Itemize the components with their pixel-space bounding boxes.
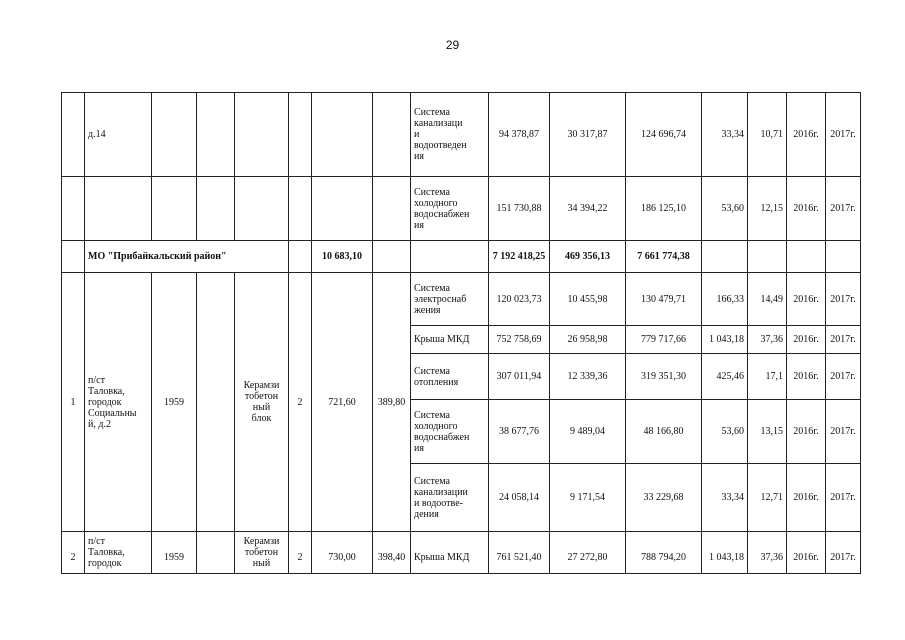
value-cell: 779 717,66 [626,326,702,354]
text-line: Система [414,107,450,118]
empty-cell [312,177,373,241]
value-cell: 24 058,14 [489,464,550,532]
empty-cell [197,93,235,177]
text-line: Крыша МКД [414,334,470,345]
text-line: жения [414,304,441,316]
value-cell: 33,34 [702,464,748,532]
text-line: й, д.2 [88,418,111,430]
text-line: водоотведен [414,140,467,151]
text-line: электроснаб [414,293,467,305]
year-cell: 1959 [152,273,197,532]
material-cell [235,532,289,574]
value-cell: 761 521,40 [489,532,550,574]
value-cell: 17,1 [748,354,787,400]
living-area-cell: 398,40 [373,532,411,574]
value-cell: 10 455,98 [550,273,626,326]
year-start-cell: 2016г. [787,400,826,464]
year-start-cell: 2016г. [787,326,826,354]
year-start-cell: 2016г. [787,354,826,400]
year-end-cell: 2017г. [826,93,861,177]
text-line: Система [414,475,450,487]
value-cell: 425,46 [702,354,748,400]
floors-cell: 2 [289,532,312,574]
value-cell: 14,49 [748,273,787,326]
text-line: канализаци [414,118,463,129]
text-line: холодного [414,420,458,432]
value-cell: 151 730,88 [489,177,550,241]
table-row [62,93,861,177]
value-cell: 37,36 [748,532,787,574]
area-cell: 721,60 [312,273,373,532]
text-line: городок [88,558,122,569]
value-cell: 130 479,71 [626,273,702,326]
year-start-cell: 2016г. [787,273,826,326]
value-cell: 34 394,22 [550,177,626,241]
text-line: отопления [414,376,459,388]
value-cell: 10,71 [748,93,787,177]
system-name-cell [411,93,489,177]
value-cell: 788 794,20 [626,532,702,574]
area-cell [312,93,373,177]
empty-cell [787,241,826,273]
table-row [62,177,861,241]
address-cell [85,273,152,532]
year-cell [152,93,197,177]
value-cell: 9 489,04 [550,400,626,464]
value-cell: 1 043,18 [702,532,748,574]
empty-cell [748,241,787,273]
text-line: Таловка, [88,547,125,558]
system-name-cell [411,354,489,400]
empty-cell [152,177,197,241]
living-area-cell: 389,80 [373,273,411,532]
empty-cell [197,273,235,532]
system-name-cell [411,273,489,326]
text-line: дения [414,508,439,520]
value-cell: 1 043,18 [702,326,748,354]
value-cell: 53,60 [702,177,748,241]
text-line: тобетон [244,547,279,558]
text-line: и [414,129,420,140]
year-end-cell: 2017г. [826,326,861,354]
text-line: ный [252,558,271,569]
year-start-cell: 2016г. [787,177,826,241]
empty-cell [62,241,85,273]
value-cell: 48 166,80 [626,400,702,464]
district-area: 10 683,10 [312,241,373,273]
year-end-cell: 2017г. [826,177,861,241]
material-cell [235,93,289,177]
text-line: п/ст [88,536,105,547]
text-line: канализации [414,486,468,498]
value-cell: 94 378,87 [489,93,550,177]
district-total-row [62,241,861,273]
empty-cell [702,241,748,273]
table-row [62,273,861,326]
year-start-cell: 2016г. [787,93,826,177]
text-line: Керамзи [243,536,280,547]
value-cell: 186 125,10 [626,177,702,241]
empty-cell [373,241,411,273]
floors-cell [289,93,312,177]
empty-cell [289,241,312,273]
text-line: и водоотве- [414,497,463,509]
text-line: ия [414,219,424,231]
capital-repair-table [61,92,861,574]
value-cell: 120 023,73 [489,273,550,326]
text-line: тобетон [244,391,279,402]
text-line: ия [414,151,424,162]
value-cell: 307 011,94 [489,354,550,400]
text-line: водоснабжен [414,431,470,443]
material-cell [235,273,289,532]
text-line: Таловка, [88,385,125,397]
row-number-cell: 2 [62,532,85,574]
text-line: Система [414,365,450,377]
text-line: водоснабжен [414,208,470,220]
empty-cell [826,241,861,273]
district-name: МО "Прибайкальский район" [85,241,289,273]
value-cell: 33 229,68 [626,464,702,532]
value-cell: 26 958,98 [550,326,626,354]
text-line: Керамзи [243,380,280,391]
empty-cell [197,177,235,241]
area-cell: 730,00 [312,532,373,574]
empty-cell [85,177,152,241]
text-line: Система [414,186,450,198]
empty-cell [411,241,489,273]
value-cell: 13,15 [748,400,787,464]
district-total-v2: 469 356,13 [550,241,626,273]
value-cell: 12 339,36 [550,354,626,400]
value-cell: 37,36 [748,326,787,354]
value-cell: 319 351,30 [626,354,702,400]
system-name-cell [411,326,489,354]
value-cell: 33,34 [702,93,748,177]
value-cell: 27 272,80 [550,532,626,574]
text-line: блок [251,413,272,424]
table-row [62,532,861,574]
year-end-cell: 2017г. [826,273,861,326]
system-name-cell [411,464,489,532]
year-end-cell: 2017г. [826,354,861,400]
value-cell: 9 171,54 [550,464,626,532]
row-number-cell: 1 [62,273,85,532]
year-end-cell: 2017г. [826,464,861,532]
value-cell: 38 677,76 [489,400,550,464]
system-name-cell [411,177,489,241]
value-cell: 53,60 [702,400,748,464]
row-number-cell [62,93,85,177]
system-name-cell [411,400,489,464]
page-number: 29 [445,38,460,52]
value-cell: 12,15 [748,177,787,241]
year-start-cell: 2016г. [787,464,826,532]
value-cell: 124 696,74 [626,93,702,177]
text-line: Система [414,282,450,294]
value-cell: 752 758,69 [489,326,550,354]
empty-cell [62,177,85,241]
text-line: п/ст [88,374,105,386]
empty-cell [197,532,235,574]
text-line: Система [414,409,450,421]
address-cell [85,532,152,574]
text-line: ия [414,442,424,454]
year-end-cell: 2017г. [826,532,861,574]
living-area-cell [373,93,411,177]
text-line: ный [252,402,271,413]
text-line: Социальны [88,407,137,419]
value-cell: 12,71 [748,464,787,532]
empty-cell [373,177,411,241]
value-cell: 30 317,87 [550,93,626,177]
district-total-v1: 7 192 418,25 [489,241,550,273]
text-line: холодного [414,197,458,209]
year-start-cell: 2016г. [787,532,826,574]
value-cell: 166,33 [702,273,748,326]
empty-cell [235,177,289,241]
floors-cell: 2 [289,273,312,532]
system-name-cell: Крыша МКД [411,532,489,574]
year-end-cell: 2017г. [826,400,861,464]
address-cell: д.14 [85,93,152,177]
year-cell: 1959 [152,532,197,574]
text-line: городок [88,396,122,408]
empty-cell [289,177,312,241]
district-total-v3: 7 661 774,38 [626,241,702,273]
